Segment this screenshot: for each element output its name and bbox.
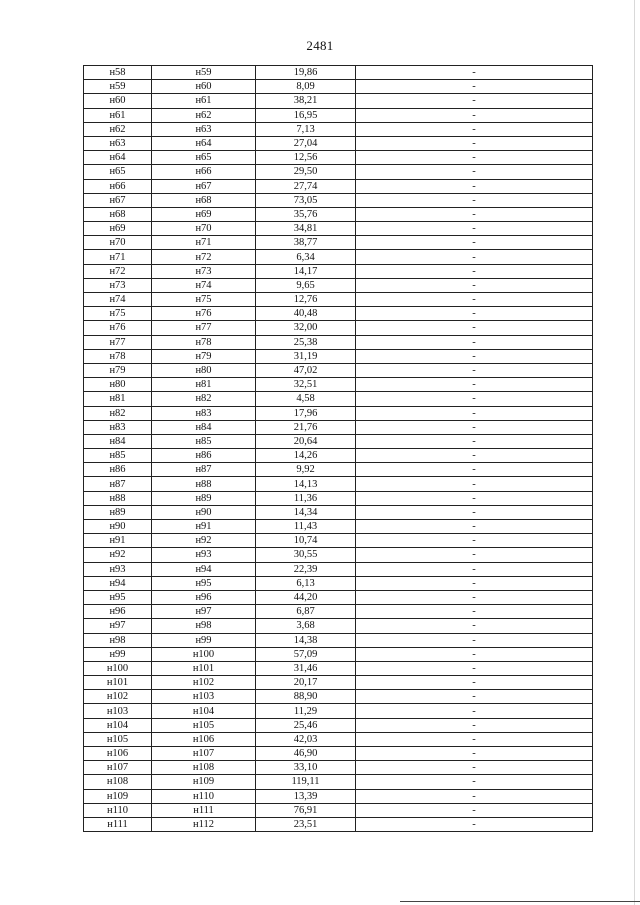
note-cell: -	[356, 94, 593, 108]
table-row	[84, 548, 593, 562]
length-cell: 10,74	[256, 534, 356, 548]
point-from-cell: н63	[84, 136, 152, 150]
note-cell: -	[356, 789, 593, 803]
point-to-cell: н95	[152, 576, 256, 590]
point-to-cell: н62	[152, 108, 256, 122]
point-to-cell: н66	[152, 165, 256, 179]
length-cell: 14,26	[256, 449, 356, 463]
point-to-cell: н102	[152, 676, 256, 690]
point-from-cell: н78	[84, 349, 152, 363]
scan-bottom-line	[400, 901, 640, 902]
note-cell: -	[356, 136, 593, 150]
point-to-cell: н85	[152, 434, 256, 448]
table-row	[84, 392, 593, 406]
point-from-cell: н76	[84, 321, 152, 335]
table-row	[84, 647, 593, 661]
point-from-cell: н66	[84, 179, 152, 193]
table-row	[84, 264, 593, 278]
boundary-points-table	[83, 65, 593, 832]
point-from-cell: н81	[84, 392, 152, 406]
table-row	[84, 165, 593, 179]
point-from-cell: н74	[84, 293, 152, 307]
scan-edge-line	[634, 0, 635, 905]
note-cell: -	[356, 80, 593, 94]
point-to-cell: н109	[152, 775, 256, 789]
point-to-cell: н98	[152, 619, 256, 633]
point-to-cell: н107	[152, 747, 256, 761]
point-to-cell: н96	[152, 590, 256, 604]
length-cell: 30,55	[256, 548, 356, 562]
length-cell: 44,20	[256, 590, 356, 604]
point-from-cell: н73	[84, 278, 152, 292]
note-cell: -	[356, 534, 593, 548]
length-cell: 11,43	[256, 520, 356, 534]
point-to-cell: н99	[152, 633, 256, 647]
length-cell: 7,13	[256, 122, 356, 136]
length-cell: 38,77	[256, 236, 356, 250]
length-cell: 6,13	[256, 576, 356, 590]
note-cell: -	[356, 732, 593, 746]
note-cell: -	[356, 193, 593, 207]
table-row	[84, 108, 593, 122]
point-from-cell: н109	[84, 789, 152, 803]
point-from-cell: н61	[84, 108, 152, 122]
table-row	[84, 136, 593, 150]
point-to-cell: н77	[152, 321, 256, 335]
table-row	[84, 406, 593, 420]
point-to-cell: н72	[152, 250, 256, 264]
point-from-cell: н99	[84, 647, 152, 661]
point-from-cell: н65	[84, 165, 152, 179]
note-cell: -	[356, 207, 593, 221]
note-cell: -	[356, 619, 593, 633]
point-to-cell: н79	[152, 349, 256, 363]
length-cell: 12,56	[256, 151, 356, 165]
table-row	[84, 207, 593, 221]
length-cell: 9,92	[256, 463, 356, 477]
table-row	[84, 761, 593, 775]
table-row	[84, 378, 593, 392]
point-from-cell: н67	[84, 193, 152, 207]
note-cell: -	[356, 633, 593, 647]
length-cell: 4,58	[256, 392, 356, 406]
point-from-cell: н111	[84, 817, 152, 831]
length-cell: 9,65	[256, 278, 356, 292]
table-row	[84, 222, 593, 236]
point-from-cell: н100	[84, 661, 152, 675]
note-cell: -	[356, 590, 593, 604]
table-row	[84, 520, 593, 534]
length-cell: 27,04	[256, 136, 356, 150]
point-from-cell: н107	[84, 761, 152, 775]
note-cell: -	[356, 179, 593, 193]
table-row	[84, 732, 593, 746]
note-cell: -	[356, 363, 593, 377]
point-from-cell: н91	[84, 534, 152, 548]
length-cell: 31,46	[256, 661, 356, 675]
length-cell: 34,81	[256, 222, 356, 236]
point-from-cell: н87	[84, 477, 152, 491]
point-from-cell: н93	[84, 562, 152, 576]
length-cell: 33,10	[256, 761, 356, 775]
point-from-cell: н84	[84, 434, 152, 448]
length-cell: 3,68	[256, 619, 356, 633]
length-cell: 14,34	[256, 505, 356, 519]
point-to-cell: н63	[152, 122, 256, 136]
point-to-cell: н87	[152, 463, 256, 477]
note-cell: -	[356, 335, 593, 349]
table-row	[84, 605, 593, 619]
table-row	[84, 633, 593, 647]
note-cell: -	[356, 165, 593, 179]
table-row	[84, 477, 593, 491]
point-to-cell: н75	[152, 293, 256, 307]
table-row	[84, 151, 593, 165]
table-row	[84, 747, 593, 761]
length-cell: 42,03	[256, 732, 356, 746]
length-cell: 40,48	[256, 307, 356, 321]
table-row	[84, 293, 593, 307]
point-from-cell: н79	[84, 363, 152, 377]
note-cell: -	[356, 747, 593, 761]
table-row	[84, 236, 593, 250]
note-cell: -	[356, 151, 593, 165]
point-from-cell: н68	[84, 207, 152, 221]
note-cell: -	[356, 690, 593, 704]
length-cell: 23,51	[256, 817, 356, 831]
note-cell: -	[356, 66, 593, 80]
note-cell: -	[356, 222, 593, 236]
point-to-cell: н93	[152, 548, 256, 562]
table-row	[84, 349, 593, 363]
note-cell: -	[356, 434, 593, 448]
note-cell: -	[356, 122, 593, 136]
point-from-cell: н64	[84, 151, 152, 165]
length-cell: 20,17	[256, 676, 356, 690]
note-cell: -	[356, 647, 593, 661]
point-to-cell: н71	[152, 236, 256, 250]
point-to-cell: н74	[152, 278, 256, 292]
note-cell: -	[356, 449, 593, 463]
point-from-cell: н104	[84, 718, 152, 732]
point-from-cell: н95	[84, 590, 152, 604]
page-number: 2481	[306, 38, 334, 53]
table-row	[84, 278, 593, 292]
point-from-cell: н103	[84, 704, 152, 718]
note-cell: -	[356, 349, 593, 363]
point-to-cell: н67	[152, 179, 256, 193]
note-cell: -	[356, 491, 593, 505]
length-cell: 25,46	[256, 718, 356, 732]
note-cell: -	[356, 250, 593, 264]
point-from-cell: н69	[84, 222, 152, 236]
point-from-cell: н72	[84, 264, 152, 278]
point-from-cell: н82	[84, 406, 152, 420]
point-to-cell: н76	[152, 307, 256, 321]
note-cell: -	[356, 761, 593, 775]
point-to-cell: н83	[152, 406, 256, 420]
point-to-cell: н108	[152, 761, 256, 775]
table-row	[84, 307, 593, 321]
table-row	[84, 335, 593, 349]
length-cell: 17,96	[256, 406, 356, 420]
table-row	[84, 562, 593, 576]
table-row	[84, 817, 593, 831]
point-to-cell: н80	[152, 363, 256, 377]
length-cell: 8,09	[256, 80, 356, 94]
note-cell: -	[356, 108, 593, 122]
note-cell: -	[356, 562, 593, 576]
table-row	[84, 803, 593, 817]
length-cell: 25,38	[256, 335, 356, 349]
point-from-cell: н108	[84, 775, 152, 789]
point-to-cell: н84	[152, 420, 256, 434]
point-from-cell: н96	[84, 605, 152, 619]
note-cell: -	[356, 704, 593, 718]
note-cell: -	[356, 463, 593, 477]
point-to-cell: н89	[152, 491, 256, 505]
note-cell: -	[356, 278, 593, 292]
length-cell: 21,76	[256, 420, 356, 434]
table-row	[84, 661, 593, 675]
point-from-cell: н90	[84, 520, 152, 534]
point-from-cell: н62	[84, 122, 152, 136]
table-row	[84, 363, 593, 377]
length-cell: 27,74	[256, 179, 356, 193]
length-cell: 47,02	[256, 363, 356, 377]
point-to-cell: н81	[152, 378, 256, 392]
table-row	[84, 122, 593, 136]
length-cell: 19,86	[256, 66, 356, 80]
point-to-cell: н61	[152, 94, 256, 108]
note-cell: -	[356, 718, 593, 732]
note-cell: -	[356, 520, 593, 534]
table-row	[84, 676, 593, 690]
length-cell: 14,13	[256, 477, 356, 491]
point-to-cell: н104	[152, 704, 256, 718]
point-to-cell: н65	[152, 151, 256, 165]
table-row	[84, 505, 593, 519]
table-row	[84, 775, 593, 789]
note-cell: -	[356, 236, 593, 250]
length-cell: 31,19	[256, 349, 356, 363]
point-to-cell: н59	[152, 66, 256, 80]
table-row	[84, 690, 593, 704]
note-cell: -	[356, 378, 593, 392]
point-to-cell: н69	[152, 207, 256, 221]
point-from-cell: н97	[84, 619, 152, 633]
point-to-cell: н110	[152, 789, 256, 803]
point-from-cell: н102	[84, 690, 152, 704]
note-cell: -	[356, 803, 593, 817]
length-cell: 119,11	[256, 775, 356, 789]
point-to-cell: н91	[152, 520, 256, 534]
length-cell: 11,36	[256, 491, 356, 505]
point-from-cell: н59	[84, 80, 152, 94]
table-row	[84, 250, 593, 264]
point-to-cell: н94	[152, 562, 256, 576]
note-cell: -	[356, 676, 593, 690]
point-to-cell: н86	[152, 449, 256, 463]
point-from-cell: н98	[84, 633, 152, 647]
point-to-cell: н111	[152, 803, 256, 817]
point-from-cell: н75	[84, 307, 152, 321]
note-cell: -	[356, 293, 593, 307]
point-to-cell: н82	[152, 392, 256, 406]
point-to-cell: н64	[152, 136, 256, 150]
note-cell: -	[356, 264, 593, 278]
length-cell: 35,76	[256, 207, 356, 221]
table-row	[84, 576, 593, 590]
point-to-cell: н101	[152, 661, 256, 675]
length-cell: 88,90	[256, 690, 356, 704]
table-row	[84, 449, 593, 463]
table-body	[84, 66, 593, 832]
point-from-cell: н85	[84, 449, 152, 463]
table-row	[84, 534, 593, 548]
point-from-cell: н94	[84, 576, 152, 590]
length-cell: 32,00	[256, 321, 356, 335]
point-to-cell: н78	[152, 335, 256, 349]
point-from-cell: н83	[84, 420, 152, 434]
length-cell: 11,29	[256, 704, 356, 718]
note-cell: -	[356, 420, 593, 434]
point-to-cell: н73	[152, 264, 256, 278]
point-to-cell: н68	[152, 193, 256, 207]
note-cell: -	[356, 307, 593, 321]
note-cell: -	[356, 548, 593, 562]
point-from-cell: н71	[84, 250, 152, 264]
point-from-cell: н58	[84, 66, 152, 80]
table-row	[84, 193, 593, 207]
table-row	[84, 420, 593, 434]
point-to-cell: н90	[152, 505, 256, 519]
point-to-cell: н105	[152, 718, 256, 732]
note-cell: -	[356, 775, 593, 789]
table-row	[84, 179, 593, 193]
length-cell: 6,34	[256, 250, 356, 264]
note-cell: -	[356, 477, 593, 491]
note-cell: -	[356, 576, 593, 590]
note-cell: -	[356, 392, 593, 406]
point-to-cell: н97	[152, 605, 256, 619]
point-from-cell: н60	[84, 94, 152, 108]
length-cell: 12,76	[256, 293, 356, 307]
length-cell: 32,51	[256, 378, 356, 392]
length-cell: 29,50	[256, 165, 356, 179]
length-cell: 57,09	[256, 647, 356, 661]
point-to-cell: н112	[152, 817, 256, 831]
note-cell: -	[356, 605, 593, 619]
length-cell: 46,90	[256, 747, 356, 761]
point-from-cell: н70	[84, 236, 152, 250]
table-row	[84, 463, 593, 477]
length-cell: 73,05	[256, 193, 356, 207]
point-from-cell: н110	[84, 803, 152, 817]
table-row	[84, 434, 593, 448]
note-cell: -	[356, 817, 593, 831]
point-to-cell: н103	[152, 690, 256, 704]
length-cell: 38,21	[256, 94, 356, 108]
note-cell: -	[356, 406, 593, 420]
table-row	[84, 80, 593, 94]
length-cell: 22,39	[256, 562, 356, 576]
point-to-cell: н70	[152, 222, 256, 236]
length-cell: 14,38	[256, 633, 356, 647]
table-row	[84, 590, 593, 604]
length-cell: 14,17	[256, 264, 356, 278]
point-from-cell: н80	[84, 378, 152, 392]
note-cell: -	[356, 505, 593, 519]
table-row	[84, 619, 593, 633]
note-cell: -	[356, 321, 593, 335]
point-from-cell: н105	[84, 732, 152, 746]
table-row	[84, 94, 593, 108]
length-cell: 16,95	[256, 108, 356, 122]
length-cell: 6,87	[256, 605, 356, 619]
length-cell: 76,91	[256, 803, 356, 817]
table-row	[84, 789, 593, 803]
point-to-cell: н92	[152, 534, 256, 548]
point-from-cell: н86	[84, 463, 152, 477]
point-from-cell: н89	[84, 505, 152, 519]
point-from-cell: н92	[84, 548, 152, 562]
table-row	[84, 491, 593, 505]
point-from-cell: н106	[84, 747, 152, 761]
point-from-cell: н88	[84, 491, 152, 505]
length-cell: 20,64	[256, 434, 356, 448]
table-row	[84, 704, 593, 718]
note-cell: -	[356, 661, 593, 675]
table-row	[84, 66, 593, 80]
length-cell: 13,39	[256, 789, 356, 803]
table-row	[84, 321, 593, 335]
point-from-cell: н101	[84, 676, 152, 690]
point-to-cell: н88	[152, 477, 256, 491]
point-to-cell: н106	[152, 732, 256, 746]
point-to-cell: н100	[152, 647, 256, 661]
table-row	[84, 718, 593, 732]
point-to-cell: н60	[152, 80, 256, 94]
point-from-cell: н77	[84, 335, 152, 349]
